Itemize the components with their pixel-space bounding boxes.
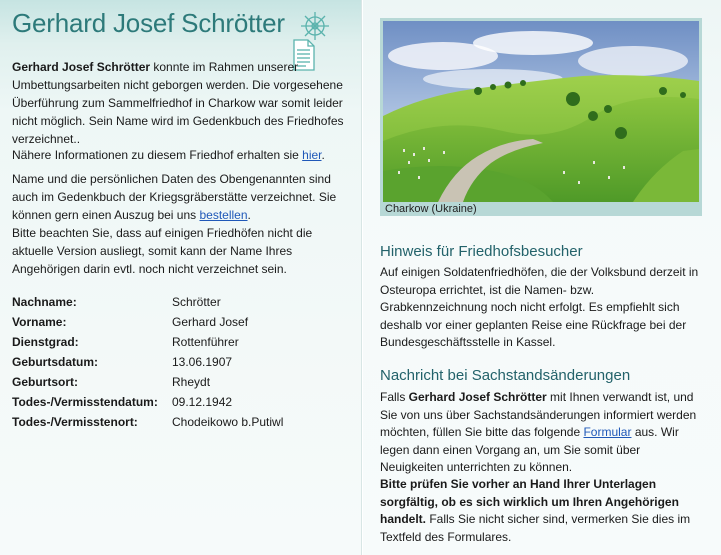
photo-caption: Charkow (Ukraine) xyxy=(385,203,477,215)
detail-label: Vorname: xyxy=(12,315,67,329)
detail-label: Nachname: xyxy=(12,295,77,309)
page-title: Gerhard Josef Schrötter xyxy=(12,8,285,38)
detail-row-birthplace xyxy=(12,372,352,392)
detail-row-lastname xyxy=(12,292,352,312)
visitors-notice-text: Auf einigen Soldatenfriedhöfen, die der Volksbund derzeit in Osteuropa errichtet, ist die Namen- bzw. Grabkennzeichnung noch nicht erfolgt. Es empfiehlt sich deshalb vor einer geplanten Reise eine Rückfrage bei der Bundesgeschäftsstelle in Kassel. xyxy=(380,265,699,349)
detail-value: Schrötter xyxy=(172,295,221,309)
detail-value: Rheydt xyxy=(172,375,211,389)
detail-label: Dienstgrad: xyxy=(12,335,79,349)
book-info-text: Name und die persönlichen Daten des Obengenannten sind auch im Gedenkbuch der Kriegsgräberstätte verzeichnet. Sie können gern einen Auszug bei uns xyxy=(12,172,337,222)
cemetery-info-paragraph xyxy=(12,146,354,164)
personal-details-table xyxy=(12,292,352,432)
detail-label: Geburtsort: xyxy=(12,375,78,389)
detail-value: Gerhard Josef xyxy=(172,315,249,329)
cemetery-info-link[interactable]: hier xyxy=(302,148,322,162)
detail-label: Todes-/Vermisstendatum: xyxy=(12,395,158,409)
right-column xyxy=(363,0,721,555)
form-link[interactable]: Formular xyxy=(583,425,632,439)
status-update-heading: Nachricht bei Sachstandsänderungen xyxy=(380,367,631,384)
detail-row-deathplace xyxy=(12,412,352,432)
detail-value: 13.06.1907 xyxy=(172,355,233,369)
detail-value: 09.12.1942 xyxy=(172,395,233,409)
status-update-prefix: Falls xyxy=(380,390,409,404)
intro-text: konnte im Rahmen unserer Umbettungsarbeiten nicht geborgen werden. Die vorgesehene Überführung zum Sammelfriedhof in Charkow war somit leider nicht möglich. Sein Name wird im Gedenkbuch des Friedhofes verzeichnet.. xyxy=(12,60,344,146)
status-update-name: Gerhard Josef Schrötter xyxy=(408,390,547,404)
verify-text: Falls Sie nicht sicher sind, vermerken Sie dies im Textfeld des Formulares. xyxy=(380,512,691,544)
cemetery-info-suffix: . xyxy=(321,148,325,162)
intro-paragraph xyxy=(12,58,354,148)
order-link[interactable]: bestellen xyxy=(199,208,248,222)
detail-row-rank xyxy=(12,332,352,352)
detail-row-birthdate xyxy=(12,352,352,372)
cemetery-photo-frame xyxy=(380,18,702,216)
cemetery-info-text: Nähere Informationen zu diesem Friedhof erhalten sie xyxy=(12,148,303,162)
verify-bold: Bitte prüfen Sie vorher an Hand Ihrer Unterlagen sorgfältig, ob es sich wirklich um Ihren Angehörigen handelt. xyxy=(380,477,679,526)
status-update-middle: mit Ihnen verwandt ist, und Sie von uns über Sachstandsänderungen informiert werden möchten, füllen Sie bitte das folgende xyxy=(380,390,697,439)
detail-label: Todes-/Vermisstenort: xyxy=(12,415,138,429)
verify-paragraph xyxy=(380,476,700,546)
detail-label: Geburtsdatum: xyxy=(12,355,99,369)
detail-row-firstname xyxy=(12,312,352,332)
book-info-paragraph xyxy=(12,170,354,224)
visitors-notice-heading: Hinweis für Friedhofsbesucher xyxy=(380,243,583,260)
cemetery-landscape-photo xyxy=(383,21,699,202)
notice-paragraph: Bitte beachten Sie, dass auf einigen Friedhöfen nicht die aktuelle Version ausliegt, somit kann der Name Ihres Angehörigen darin evtl. noch nicht verzeichnet sein. xyxy=(12,226,313,276)
detail-row-deathdate xyxy=(12,392,352,412)
intro-name: Gerhard Josef Schrötter xyxy=(12,60,151,74)
detail-value: Chodeikowo b.Putiwl xyxy=(172,415,284,429)
compass-rose-icon xyxy=(301,12,329,40)
status-update-paragraph xyxy=(380,389,700,477)
book-info-suffix: . xyxy=(247,208,251,222)
status-update-suffix: aus. Wir legen dann einen Vorgang an, um Sie somit über Neuigkeiten unterrichten zu können. xyxy=(380,425,679,474)
detail-value: Rottenführer xyxy=(172,335,239,349)
